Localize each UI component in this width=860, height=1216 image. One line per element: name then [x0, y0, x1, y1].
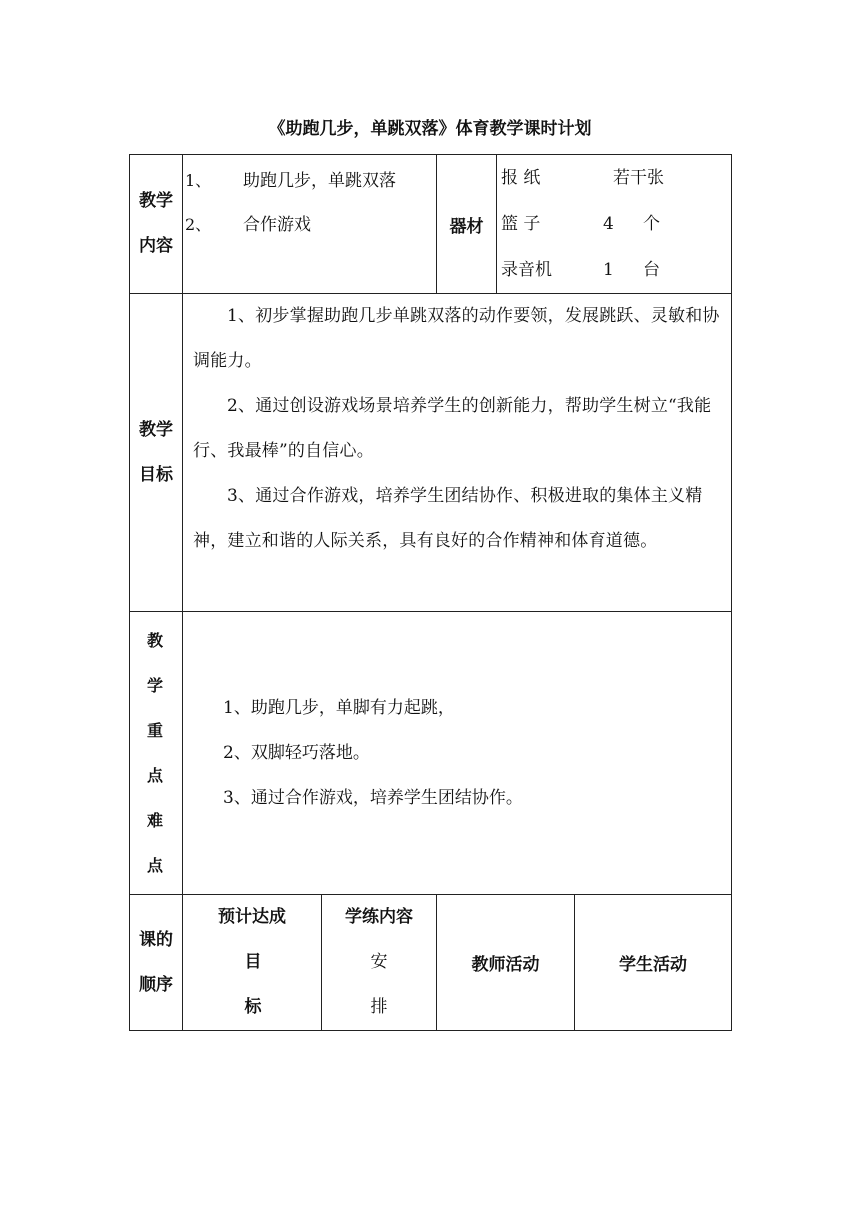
key-points-label: 教学 重点 难点 [130, 612, 183, 895]
equipment-label: 器材 [437, 155, 497, 294]
key-points-row [130, 612, 732, 895]
content-item: 2、 合作游戏 [185, 215, 311, 235]
goals-text [183, 294, 732, 612]
schedule-header-row [130, 895, 732, 1031]
key-points-list [183, 612, 732, 895]
expected-goal-header: 预计达成 目 标 [183, 895, 322, 1031]
key-point-item: 1、助跑几步，单脚有力起跳， [223, 697, 455, 718]
equipment-list [497, 155, 732, 294]
equipment-item: 录音机 1 台 [501, 260, 660, 280]
content-list [183, 155, 437, 294]
content-item: 1、 助跑几步，单跳双落 [185, 171, 396, 191]
goals-label: 教学 目标 [130, 294, 183, 612]
lesson-plan-table [129, 154, 732, 1031]
page-title: 《助跑几步，单跳双落》体育教学课时计划 [268, 119, 592, 139]
equipment-item: 报 纸 若干张 [501, 168, 664, 188]
content-row [130, 155, 732, 294]
equipment-item: 篮 子 4 个 [501, 214, 660, 234]
order-header: 课的 顺序 [130, 895, 183, 1031]
content-label: 教学 内容 [130, 155, 183, 294]
practice-content-header: 学练内容 安 排 [322, 895, 437, 1031]
goal-paragraph: 1、初步掌握助跑几步单跳双落的动作要领，发展跳跃、灵敏和协调能力。 [193, 306, 720, 371]
key-point-item: 2、双脚轻巧落地。 [223, 742, 370, 763]
goals-row [130, 294, 732, 612]
goal-paragraph: 2、通过创设游戏场景培养学生的创新能力，帮助学生树立“我能行、我最棒”的自信心。 [193, 396, 712, 461]
key-point-item: 3、通过合作游戏，培养学生团结协作。 [223, 787, 523, 808]
goal-paragraph: 3、通过合作游戏，培养学生团结协作、积极进取的集体主义精神，建立和谐的人际关系，具有良好的合作精神和体育道德。 [193, 486, 703, 551]
teacher-activity-header: 教师活动 [437, 895, 575, 1031]
student-activity-header: 学生活动 [575, 895, 732, 1031]
